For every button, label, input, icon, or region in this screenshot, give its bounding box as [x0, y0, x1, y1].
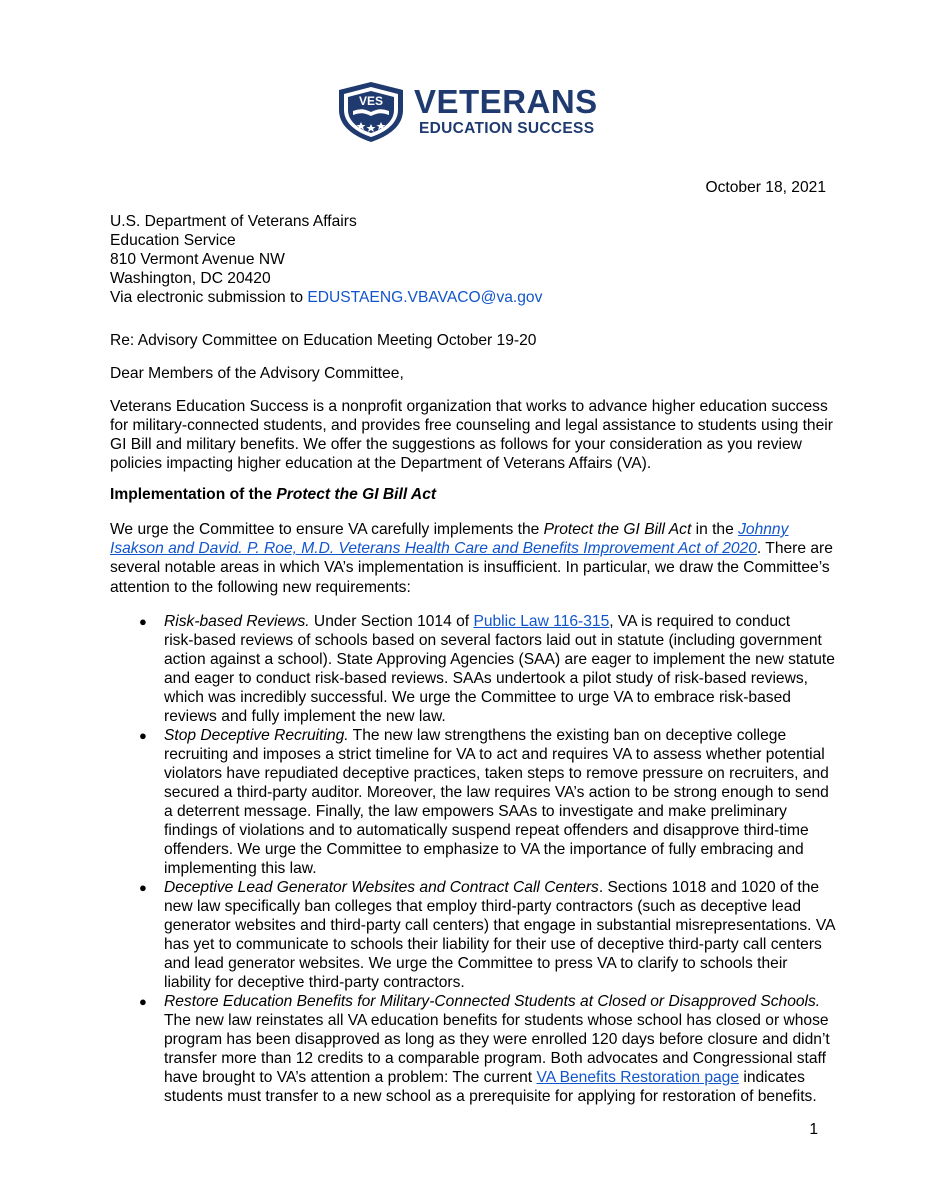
shield-emblem-icon	[333, 80, 409, 144]
intro-paragraph	[110, 397, 833, 473]
act-name: Protect the GI Bill Act	[543, 521, 692, 538]
address-line: Washington, DC 20420	[110, 270, 271, 287]
item-line: action against a school). State Approving Agencies (SAA) are eager to implement the new statute	[164, 651, 835, 668]
requirements-list	[110, 612, 836, 1106]
paragraph-line: attention to the following new requirements:	[110, 578, 411, 596]
letter-date: October 18, 2021	[705, 179, 826, 196]
item-line: liability for deceptive third-party contractors.	[164, 974, 465, 991]
logo-subtitle: EDUCATION SUCCESS	[419, 120, 595, 137]
item-line: violators have repudiated deceptive practices, taken steps to remove pressure on recruiters, and	[164, 765, 829, 782]
item-line: and eager to conduct risk-based reviews. SAAs undertook a pilot study of risk-based reviews,	[164, 670, 808, 687]
address-line: Education Service	[110, 232, 236, 249]
paragraph-line: GI Bill and military benefits. We offer the suggestions as follows for your consideration as you review	[110, 436, 802, 453]
list-item	[110, 992, 830, 1106]
heading-prefix: Implementation of the	[110, 486, 277, 503]
paragraph-line: Veterans Education Success is a nonprofit organization that works to advance higher education success	[110, 398, 828, 415]
section-heading	[110, 485, 436, 504]
page-number: 1	[809, 1121, 818, 1138]
item-line: which was incredibly successful. We urge the Committee to urge VA to embrace risk-based	[164, 689, 791, 706]
text-run: in the	[691, 521, 739, 538]
item-line: generator websites and third-party call centers) that engage in substantial misrepresentations. VA	[164, 917, 836, 934]
list-item	[110, 612, 835, 726]
submission-prefix: Via electronic submission to	[110, 289, 308, 306]
item-line: risk-based reviews of schools based on several factors laid out in statute (including government	[164, 632, 822, 649]
public-law-link[interactable]: Public Law 116-315	[473, 613, 610, 630]
item-line: new law specifically ban colleges that employ third-party contractors (such as deceptive lead	[164, 898, 802, 915]
text-run: The new law strengthens the existing ban on deceptive college	[348, 727, 787, 744]
text-run: . There are	[756, 540, 833, 558]
item-line	[164, 1068, 830, 1087]
bullet-icon: ●	[139, 994, 147, 1009]
text-run: We urge the Committee to ensure VA carefully implements the	[110, 521, 544, 538]
list-item	[110, 878, 836, 992]
paragraph-line: several notable areas in which VA’s implementation is insufficient. In particular, we draw the Committee’s	[110, 559, 830, 577]
act-link[interactable]: Johnny	[738, 521, 789, 538]
bullet-icon: ●	[139, 614, 147, 629]
re-line: Re: Advisory Committee on Education Meeting October 19-20	[110, 332, 537, 349]
salutation: Dear Members of the Advisory Committee,	[110, 365, 404, 382]
item-line: has yet to communicate to schools their liability for their use of deceptive third-party call centers	[164, 936, 822, 953]
list-item	[110, 726, 830, 878]
logo-title: VETERANS	[414, 83, 598, 120]
item-title: Stop Deceptive Recruiting.	[164, 727, 349, 744]
paragraph-line	[110, 520, 833, 539]
item-title: Risk-based Reviews.	[164, 613, 310, 630]
item-line: findings of violations and to automatically suspend repeat offenders and disapprove third-time	[164, 822, 809, 839]
ves-logo	[333, 80, 603, 144]
paragraph-line	[110, 539, 833, 558]
recipient-address	[110, 212, 542, 307]
item-line: reviews and fully implement the new law.	[164, 708, 446, 725]
address-line: 810 Vermont Avenue NW	[110, 251, 285, 268]
text-run: indicates	[739, 1069, 805, 1086]
bullet-icon: ●	[139, 880, 147, 895]
item-line: program has been disapproved as long as they were enrolled 120 days before closure and didn’t	[164, 1031, 830, 1048]
item-line: and lead generator websites. We urge the Committee to press VA to clarify to schools their	[164, 955, 788, 972]
item-line: recruiting and imposes a strict timeline for VA to act and requires VA to assess whether potential	[164, 746, 825, 763]
item-line: implementing this law.	[164, 860, 317, 877]
text-run: have brought to VA’s attention a problem: The current	[164, 1069, 537, 1086]
badge-text: VES	[358, 94, 384, 108]
text-run: , VA is required to conduct	[609, 613, 791, 630]
paragraph-line: for military-connected students, and provides free counseling and legal assistance to students using their	[110, 417, 833, 434]
text-run: . Sections 1018 and 1020 of the	[598, 879, 820, 896]
item-title: Restore Education Benefits for Military-Connected Students at Closed or Disapproved Schools.	[164, 993, 821, 1010]
item-line	[164, 726, 830, 745]
item-title: Deceptive Lead Generator Websites and Contract Call Centers	[164, 879, 599, 896]
implementation-paragraph	[110, 520, 833, 597]
bullet-icon: ●	[139, 728, 147, 743]
item-line	[164, 992, 830, 1011]
item-line: a deterrent message. Finally, the law empowers SAAs to investigate and make preliminary	[164, 803, 787, 820]
item-line: The new law reinstates all VA education benefits for students whose school has closed or whose	[164, 1012, 829, 1029]
item-line: offenders. We urge the Committee to emphasize to VA the importance of fully embracing and	[164, 841, 804, 858]
heading-italic: Protect the GI Bill Act	[276, 486, 437, 503]
item-line: transfer more than 12 credits to a comparable program. Both advocates and Congressional staff	[164, 1050, 826, 1067]
item-line: secured a third-party auditor. Moreover, the law requires VA’s action to be strong enough to send	[164, 784, 829, 801]
text-run: Under Section 1014 of	[309, 613, 474, 630]
email-link[interactable]: EDUSTAENG.VBAVACO@va.gov	[307, 289, 543, 306]
address-line: U.S. Department of Veterans Affairs	[110, 213, 357, 230]
act-link[interactable]: Isakson and David. P. Roe, M.D. Veterans Health Care and Benefits Improvement Act of 2020	[110, 540, 757, 558]
item-line	[164, 878, 830, 897]
paragraph-line: policies impacting higher education at the Department of Veterans Affairs (VA).	[110, 455, 652, 472]
item-line: students must transfer to a new school as a prerequisite for applying for restoration of benefits.	[164, 1088, 817, 1105]
benefits-restoration-link[interactable]: VA Benefits Restoration page	[536, 1069, 740, 1086]
submission-line	[110, 288, 542, 307]
item-line	[164, 612, 830, 631]
